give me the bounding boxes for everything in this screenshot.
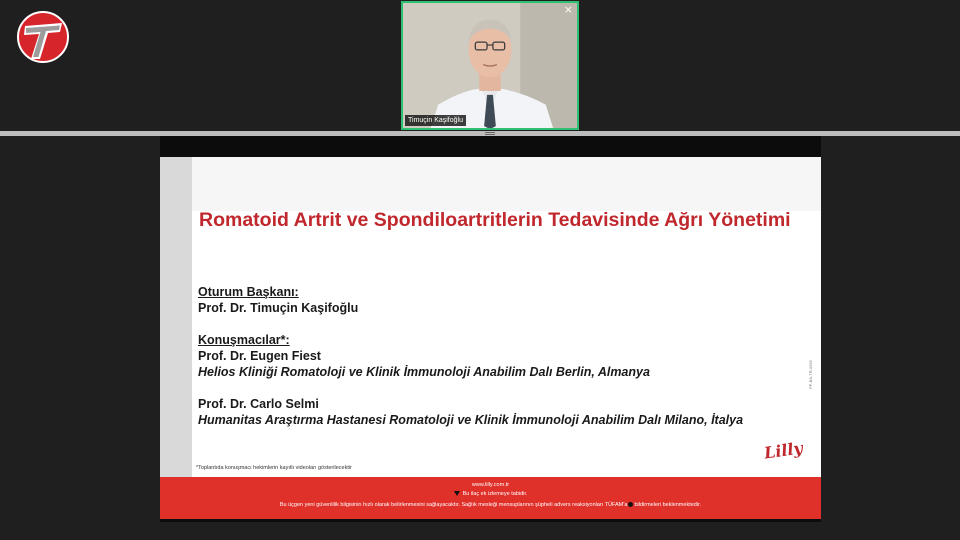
speaker-affiliation: Humanitas Araştırma Hastanesi Romatoloji ve Klinik İmmunoloji Anabilim Dalı Milano, İtalya	[198, 413, 744, 427]
participant-video-feed	[403, 3, 577, 129]
speaker-name: Prof. Dr. Carlo Selmi	[198, 397, 319, 411]
participant-video-tile[interactable]	[401, 1, 579, 130]
chair-name: Prof. Dr. Timuçin Kaşifoğlu	[198, 301, 359, 315]
footer-disclaimer-text-end: bildirmeleri beklenmektedir.	[634, 502, 702, 508]
brand-t-logo-icon	[16, 10, 70, 64]
participant-name-label: Timuçin Kaşifoğlu	[405, 115, 466, 126]
slide-footnote: *Toplantıda konuşmacı hekimlerin kayıtlı videoları gösterilecektir	[196, 465, 352, 471]
speaker-affiliation: Helios Kliniği Romatoloji ve Klinik İmmunoloji Anabilim Dalı Berlin, Almanya	[198, 365, 650, 379]
footer-note-text: Bu ilaç ek izlemeye tabidir.	[462, 491, 528, 497]
slide-title: Romatoid Artrit ve Spondiloartritlerin Tedavisinde Ağrı Yönetimi	[199, 209, 791, 231]
slide-left-band	[160, 157, 192, 477]
mouse-cursor-icon	[628, 502, 633, 507]
black-triangle-icon	[454, 491, 460, 496]
speaker-name: Prof. Dr. Eugen Fiest	[198, 349, 321, 363]
footer-url: www.lilly.com.tr	[471, 482, 510, 488]
brand-logo: Lilly	[762, 438, 804, 463]
footer-disclaimer	[160, 502, 821, 508]
slide-footer	[160, 477, 821, 519]
slide-document-code: PP-BA-TR-0392	[808, 360, 813, 389]
footer-disclaimer-text: Bu üçgen yeni güvenlilik bilgisinin hızlı olarak belirlenmesini sağlayacaktır. Sağlık mesleği mensuplarının şüpheli advers reaksiyonları TÜFAM'a	[279, 502, 628, 508]
chair-label: Oturum Başkanı:	[198, 285, 299, 299]
presentation-slide	[160, 157, 821, 519]
participant-strip	[0, 0, 960, 130]
close-video-button[interactable]: ×	[563, 3, 573, 16]
footer-monitoring-note	[160, 491, 821, 497]
slide-top-band	[192, 157, 821, 211]
speakers-label: Konuşmacılar*:	[198, 333, 290, 347]
